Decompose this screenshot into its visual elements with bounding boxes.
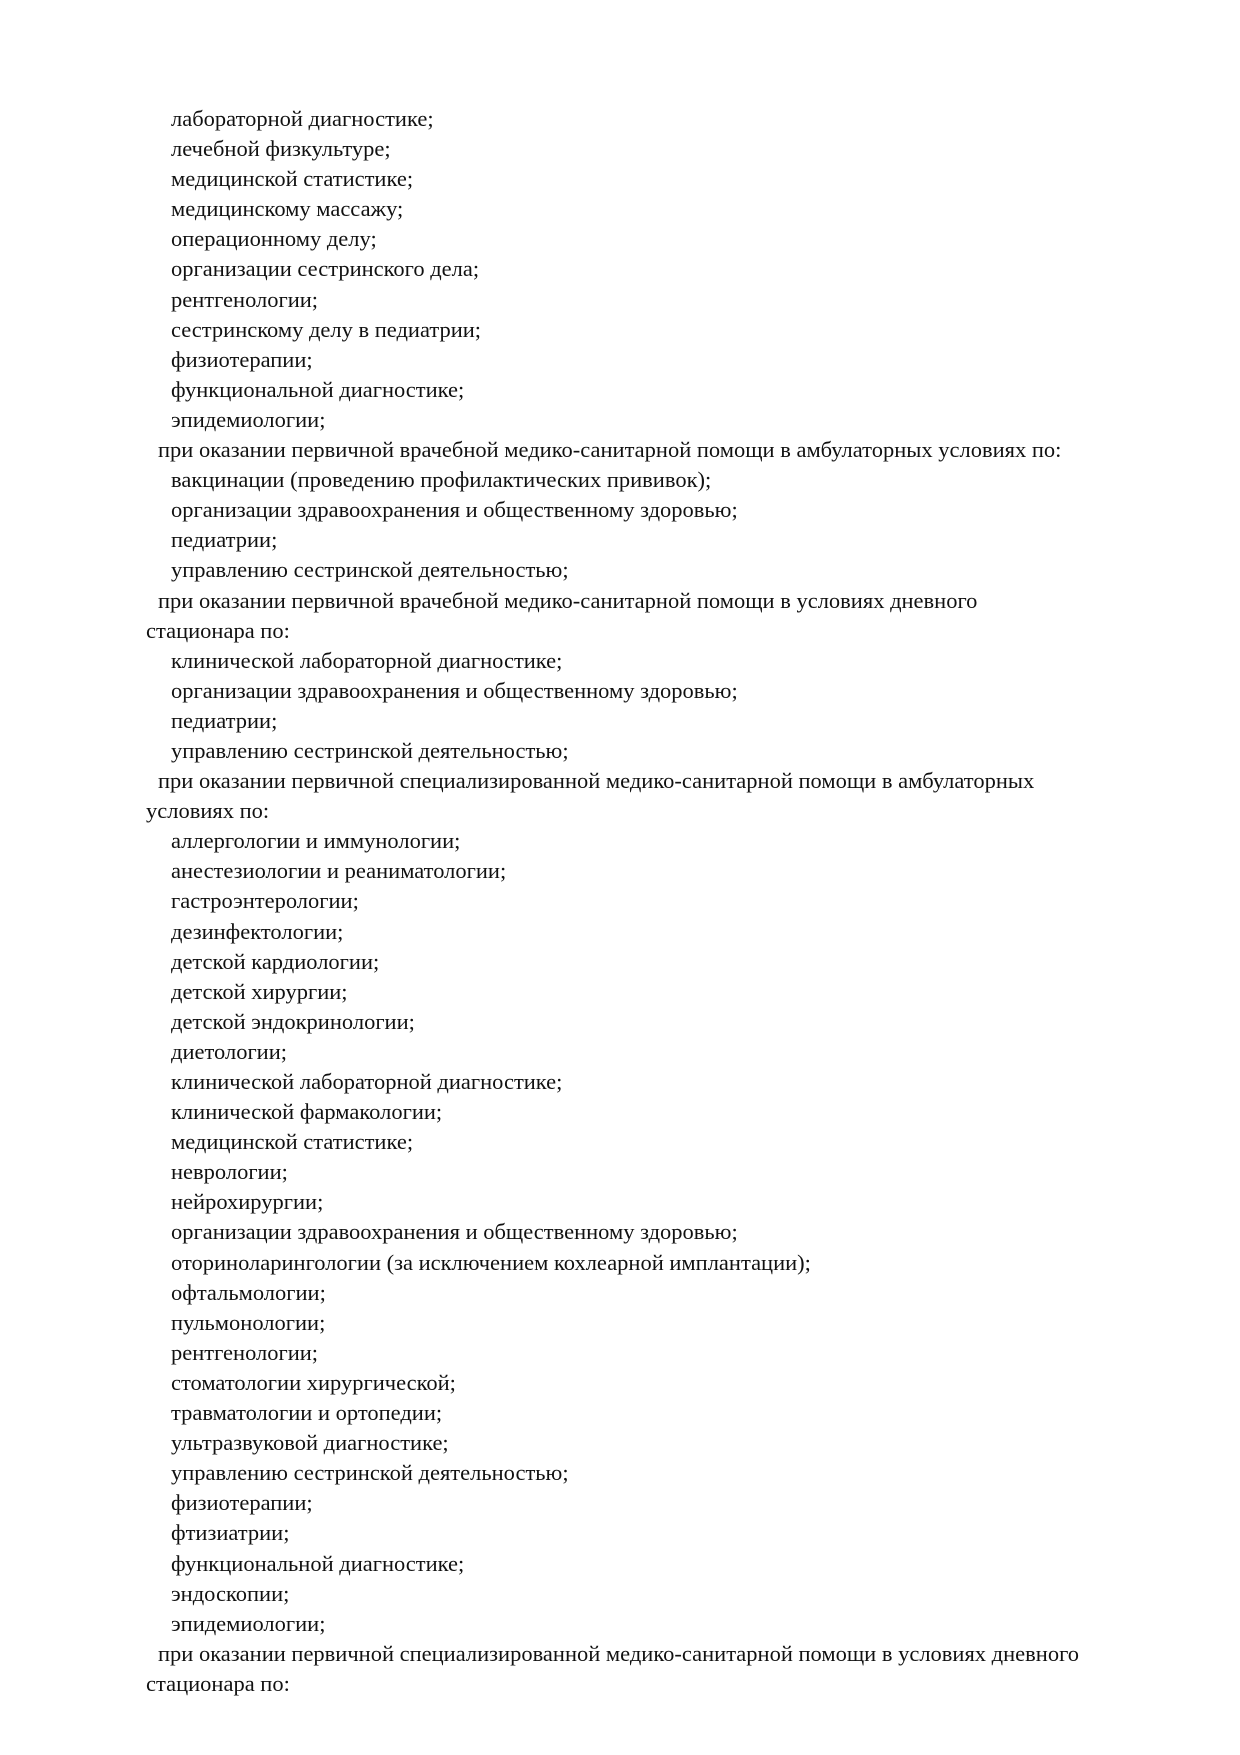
list-item: стоматологии хирургической; bbox=[171, 1369, 456, 1395]
list-item: физиотерапии; bbox=[171, 346, 313, 372]
list-item: управлению сестринской деятельностью; bbox=[171, 737, 569, 763]
list-item: медицинской статистике; bbox=[171, 166, 414, 192]
section-primary-ambulatory bbox=[146, 435, 1186, 585]
list-item: управлению сестринской деятельностью; bbox=[171, 557, 569, 583]
list-item: ультразвуковой диагностике; bbox=[171, 1430, 449, 1456]
list-item: функциональной диагностике; bbox=[171, 1550, 465, 1576]
list-item: детской эндокринологии; bbox=[171, 1008, 415, 1034]
list-item: гастроэнтерологии; bbox=[171, 888, 359, 914]
section-heading-continuation: стационара по: bbox=[146, 1670, 290, 1696]
list-item: детской хирургии; bbox=[171, 978, 348, 1004]
section-lab-list bbox=[146, 104, 1186, 435]
document-body bbox=[146, 104, 1186, 1699]
list-item: сестринскому делу в педиатрии; bbox=[171, 316, 482, 342]
list-item: педиатрии; bbox=[171, 707, 278, 733]
list-item: диетологии; bbox=[171, 1038, 288, 1064]
list-item: пульмонологии; bbox=[171, 1309, 326, 1335]
list-item: фтизиатрии; bbox=[171, 1520, 290, 1546]
list-item: дезинфектологии; bbox=[171, 918, 344, 944]
list-item: оториноларингологии (за исключением кохлеарной имплантации); bbox=[171, 1249, 811, 1275]
list-item: медицинской статистике; bbox=[171, 1129, 414, 1155]
list-item: аллергологии и иммунологии; bbox=[171, 828, 461, 854]
list-item: организации здравоохранения и общественному здоровью; bbox=[171, 497, 738, 523]
list-item: травматологии и ортопедии; bbox=[171, 1400, 443, 1426]
section-heading-continuation: условиях по: bbox=[146, 798, 270, 824]
list-item: организации здравоохранения и общественному здоровью; bbox=[171, 677, 738, 703]
list-item: операционному делу; bbox=[171, 226, 377, 252]
list-item: клинической фармакологии; bbox=[171, 1099, 443, 1125]
section-primary-dayhospital bbox=[146, 586, 1186, 767]
list-item: рентгенологии; bbox=[171, 286, 319, 312]
list-item: клинической лабораторной диагностике; bbox=[171, 1069, 563, 1094]
list-item: офтальмологии; bbox=[171, 1279, 326, 1305]
list-item: эпидемиологии; bbox=[171, 1610, 326, 1636]
list-item: лечебной физкультуре; bbox=[171, 136, 391, 162]
list-item: клинической лабораторной диагностике; bbox=[171, 647, 563, 673]
list-item: детской кардиологии; bbox=[171, 948, 380, 974]
list-item: медицинскому массажу; bbox=[171, 196, 404, 222]
section-heading: при оказании первичной врачебной медико-санитарной помощи в условиях дневного bbox=[158, 587, 978, 613]
list-item: эндоскопии; bbox=[171, 1580, 290, 1606]
section-heading: при оказании первичной специализированной медико-санитарной помощи в амбулаторных bbox=[158, 768, 1035, 794]
list-item: организации сестринского дела; bbox=[171, 256, 480, 282]
list-item: управлению сестринской деятельностью; bbox=[171, 1460, 569, 1486]
section-heading: при оказании первичной специализированной медико-санитарной помощи в условиях дневного bbox=[158, 1640, 1079, 1666]
list-item: эпидемиологии; bbox=[171, 406, 326, 432]
list-item: неврологии; bbox=[171, 1159, 288, 1185]
list-item: нейрохирургии; bbox=[171, 1189, 324, 1215]
section-specialized-dayhospital bbox=[146, 1639, 1186, 1699]
list-item: лабораторной диагностике; bbox=[171, 106, 434, 131]
list-item: педиатрии; bbox=[171, 527, 278, 553]
list-item: анестезиологии и реаниматологии; bbox=[171, 858, 507, 884]
list-item: вакцинации (проведению профилактических прививок); bbox=[171, 467, 712, 493]
section-heading: при оказании первичной врачебной медико-санитарной помощи в амбулаторных условиях по: bbox=[158, 437, 1062, 463]
section-heading-continuation: стационара по: bbox=[146, 617, 290, 643]
list-item: функциональной диагностике; bbox=[171, 376, 465, 402]
list-item: рентгенологии; bbox=[171, 1339, 319, 1365]
section-specialized-ambulatory bbox=[146, 766, 1186, 1639]
list-item: физиотерапии; bbox=[171, 1490, 313, 1516]
list-item: организации здравоохранения и общественному здоровью; bbox=[171, 1219, 738, 1245]
